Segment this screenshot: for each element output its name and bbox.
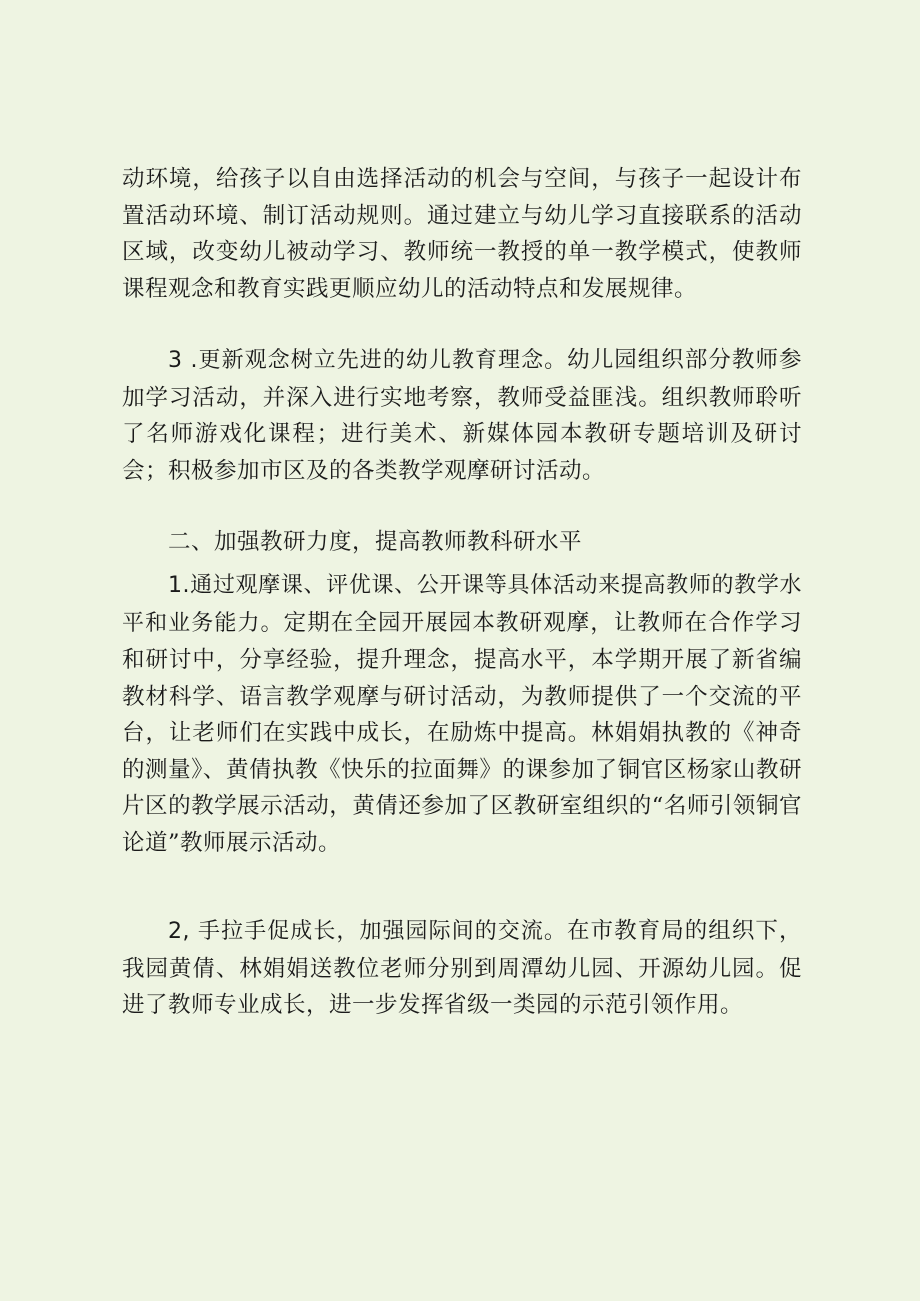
- paragraph-observation-lessons: [122, 567, 802, 861]
- paragraph-update-concepts: [122, 342, 802, 489]
- paragraph-activity-environment: 动环境，给孩子以自由选择活动的机会与空间，与孩子一起设计布置活动环境、制订活动规则。通过建立与幼儿学习直接联系的活动区域，改变幼儿被动学习、教师统一教授的单一教学模式，使教师课程观念和教育实践更顺应幼儿的活动特点和发展规律。: [122, 166, 802, 302]
- paragraph-hand-in-hand: [122, 913, 802, 1024]
- section-heading: 二、加强教研力度，提高教师教科研水平: [168, 529, 583, 555]
- paragraph-lead: 2, 手拉手促成长，加强园际间的交流。: [168, 919, 567, 944]
- paragraph-body: 定期在全园开展园本教研观摩，让教师在合作学习和研讨中，分享经验，提升理念，提高水平，本学期开展了新省编教材科学、语言教学观摩与研讨活动，为教师提供了一个交流的平台，让老师们在实践中成长，在励炼中提高。林娟娟执教的《神奇的测量》、黄倩执教《快乐的拉面舞》的课参加了铜官区杨家山教研片区的教学展示活动，黄倩还参加了区教研室组织的“名师引领铜官论道”教师展示活动。: [122, 609, 802, 856]
- paragraph-lead: 1.通过观摩课、评优课、公开课等具体活动来提高教师的教学水平和业务能力。: [122, 573, 802, 636]
- paragraph-body: 幼儿园组织部分教师参加学习活动，并深入进行实地考察，教师受益匪浅。组织教师聆听了名师游戏化课程；进行美术、新媒体园本教研专题培训及研讨会；积极参加市区及的各类教学观摩研讨活动。: [122, 347, 802, 484]
- paragraph-lead: 3 .更新观念树立先进的幼儿教育理念。: [168, 348, 568, 373]
- paragraph-body: 在市教育局的组织下，我园黄倩、林娟娟送教位老师分别到周潭幼儿园、开源幼儿园。促进了教师专业成长，进一步发挥省级一类园的示范引领作用。: [122, 918, 802, 1018]
